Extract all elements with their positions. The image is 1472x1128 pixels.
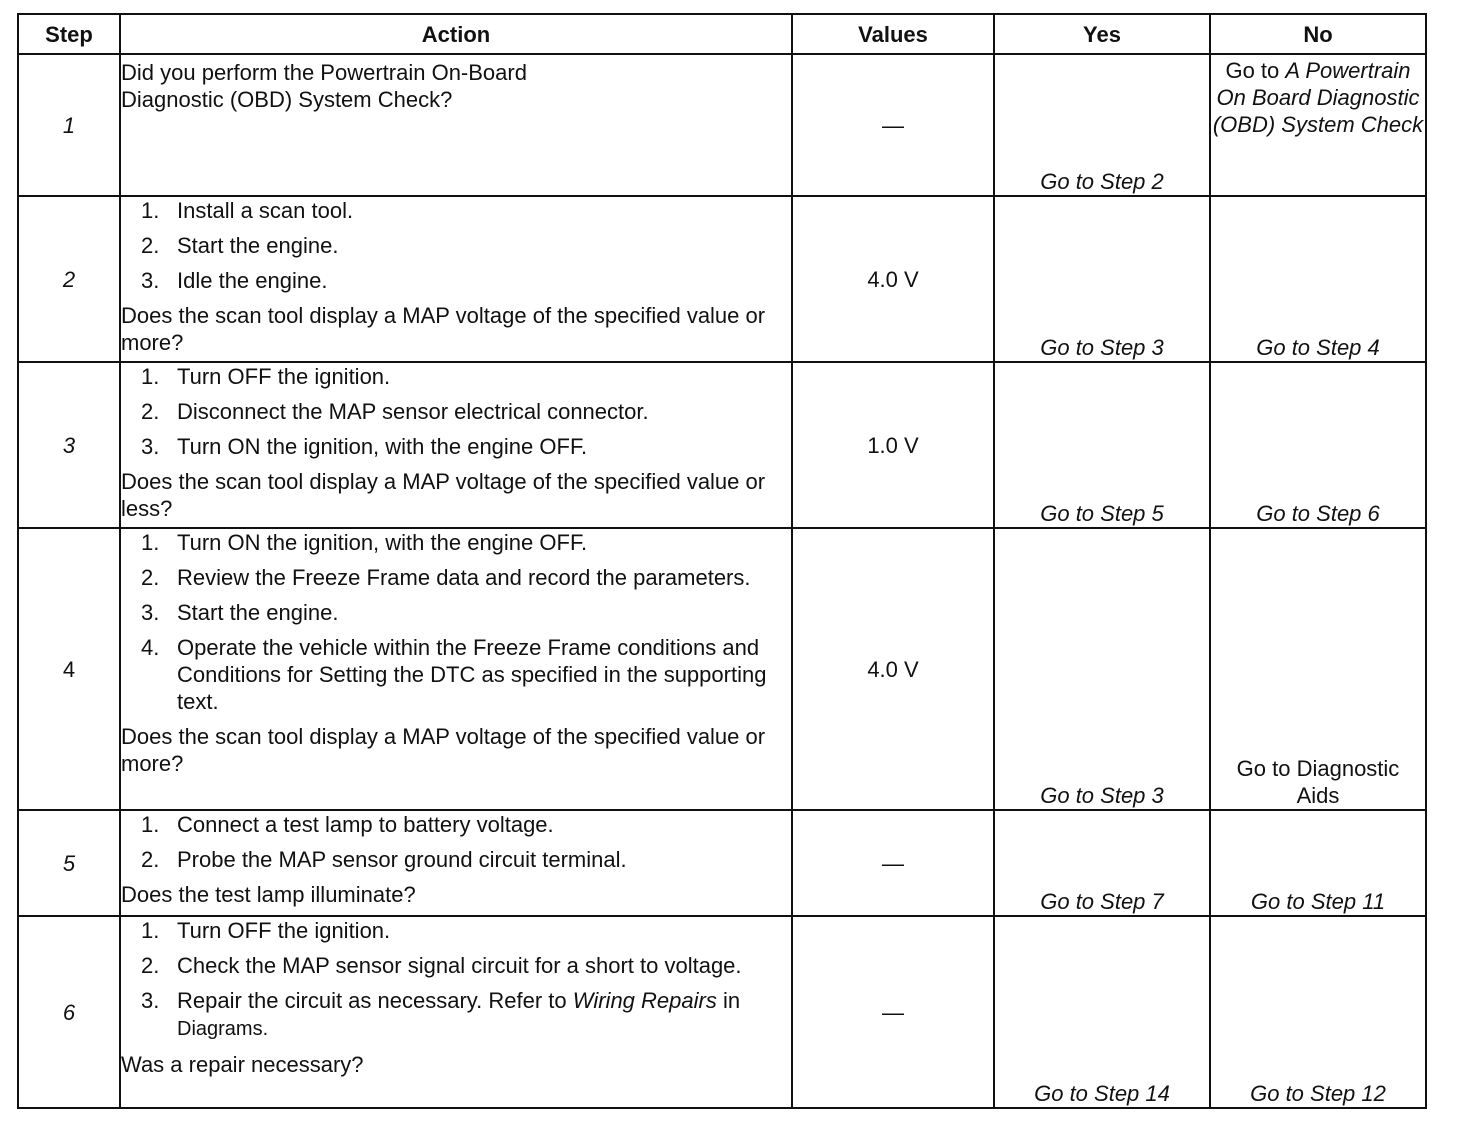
list-item: 2. Check the MAP sensor signal circuit for a short to voltage.: [141, 953, 742, 978]
list-item: 1. Install a scan tool.: [141, 198, 354, 223]
value-cell: —: [792, 916, 994, 1108]
step-number: 5: [18, 810, 120, 916]
header-row: [18, 14, 1426, 54]
table-row-step-6: [18, 916, 1426, 1108]
step-number: 6: [18, 916, 120, 1108]
action-list: [121, 811, 791, 873]
list-item: 2. Start the engine.: [141, 233, 339, 258]
list-item: 1. Turn OFF the ignition.: [141, 918, 391, 943]
header-action: Action: [120, 14, 792, 54]
list-item: 2. Probe the MAP sensor ground circuit terminal.: [141, 847, 627, 872]
wiring-repairs-link[interactable]: Wiring Repairs: [572, 988, 717, 1013]
header-yes: Yes: [994, 14, 1210, 54]
list-item: 1. Turn OFF the ignition.: [141, 364, 391, 389]
question-text: Was a repair necessary?: [121, 1052, 364, 1077]
question-text: Does the scan tool display a MAP voltage of the specified value or more?: [121, 724, 766, 776]
yes-cell: Go to Step 14: [994, 916, 1210, 1108]
value-cell: 4.0 V: [792, 196, 994, 362]
action-cell: [120, 916, 792, 1108]
question-text: Does the scan tool display a MAP voltage of the specified value or more?: [121, 303, 766, 355]
action-cell: [120, 810, 792, 916]
list-item: 1. Connect a test lamp to battery voltage.: [141, 812, 554, 837]
list-item: 4. Operate the vehicle within the Freeze Frame conditions and Conditions for Setting the DTC as specified in the supporting text.: [141, 635, 767, 714]
list-item: 2. Review the Freeze Frame data and record the parameters.: [141, 565, 751, 590]
diagnostic-table: [17, 13, 1427, 1109]
yes-cell: Go to Step 3: [994, 528, 1210, 810]
table-row-step-1: [18, 54, 1426, 196]
value-cell: —: [792, 54, 994, 196]
question-text: Does the scan tool display a MAP voltage of the specified value or less?: [121, 469, 766, 521]
table-row-step-4: [18, 528, 1426, 810]
action-cell: [120, 528, 792, 810]
list-item: 3. Start the engine.: [141, 600, 339, 625]
action-cell: [120, 54, 792, 196]
no-cell: Go to Step 4: [1210, 196, 1426, 362]
no-cell-prefix: Go to: [1225, 58, 1286, 83]
action-list: [121, 529, 791, 715]
action-list: [121, 363, 791, 460]
question-text: Does the test lamp illuminate?: [121, 882, 416, 907]
action-cell: [120, 196, 792, 362]
step-number: 4: [18, 528, 120, 810]
header-values: Values: [792, 14, 994, 54]
value-cell: 1.0 V: [792, 362, 994, 528]
yes-cell: Go to Step 2: [994, 54, 1210, 196]
list-item: 3. Idle the engine.: [141, 268, 328, 293]
list-item: 3. Turn ON the ignition, with the engine OFF.: [141, 434, 588, 459]
powertrain-obd-check-link[interactable]: A Powertrain On Board Diagnostic (OBD) System Check: [1212, 58, 1424, 137]
question-text: Did you perform the Powertrain On-Board Diagnostic (OBD) System Check?: [121, 60, 527, 112]
no-cell: Go to Step 12: [1210, 916, 1426, 1108]
action-list: [121, 917, 791, 1043]
step-number: 1: [18, 54, 120, 196]
list-item: 3. Repair the circuit as necessary. Refer to Wiring Repairs in Diagrams.: [141, 988, 741, 1040]
list-item: 1. Turn ON the ignition, with the engine OFF.: [141, 530, 588, 555]
table-row-step-5: [18, 810, 1426, 916]
value-cell: 4.0 V: [792, 528, 994, 810]
table-row-step-3: [18, 362, 1426, 528]
header-step: Step: [18, 14, 120, 54]
no-cell: [1210, 528, 1426, 810]
list-item: 2. Disconnect the MAP sensor electrical connector.: [141, 399, 649, 424]
no-cell: Go to Step 6: [1210, 362, 1426, 528]
no-cell: Go to Step 11: [1210, 810, 1426, 916]
yes-cell: Go to Step 7: [994, 810, 1210, 916]
header-no: No: [1210, 14, 1426, 54]
action-list: [121, 197, 791, 294]
yes-cell: Go to Step 5: [994, 362, 1210, 528]
yes-cell: Go to Step 3: [994, 196, 1210, 362]
action-cell: [120, 362, 792, 528]
diagnostic-aids-link[interactable]: Go to Diagnostic Aids: [1236, 756, 1400, 808]
no-cell: [1210, 54, 1426, 196]
step-number: 3: [18, 362, 120, 528]
step-number: 2: [18, 196, 120, 362]
value-cell: —: [792, 810, 994, 916]
table-row-step-2: [18, 196, 1426, 362]
diagrams-link[interactable]: Diagrams.: [177, 1018, 269, 1040]
